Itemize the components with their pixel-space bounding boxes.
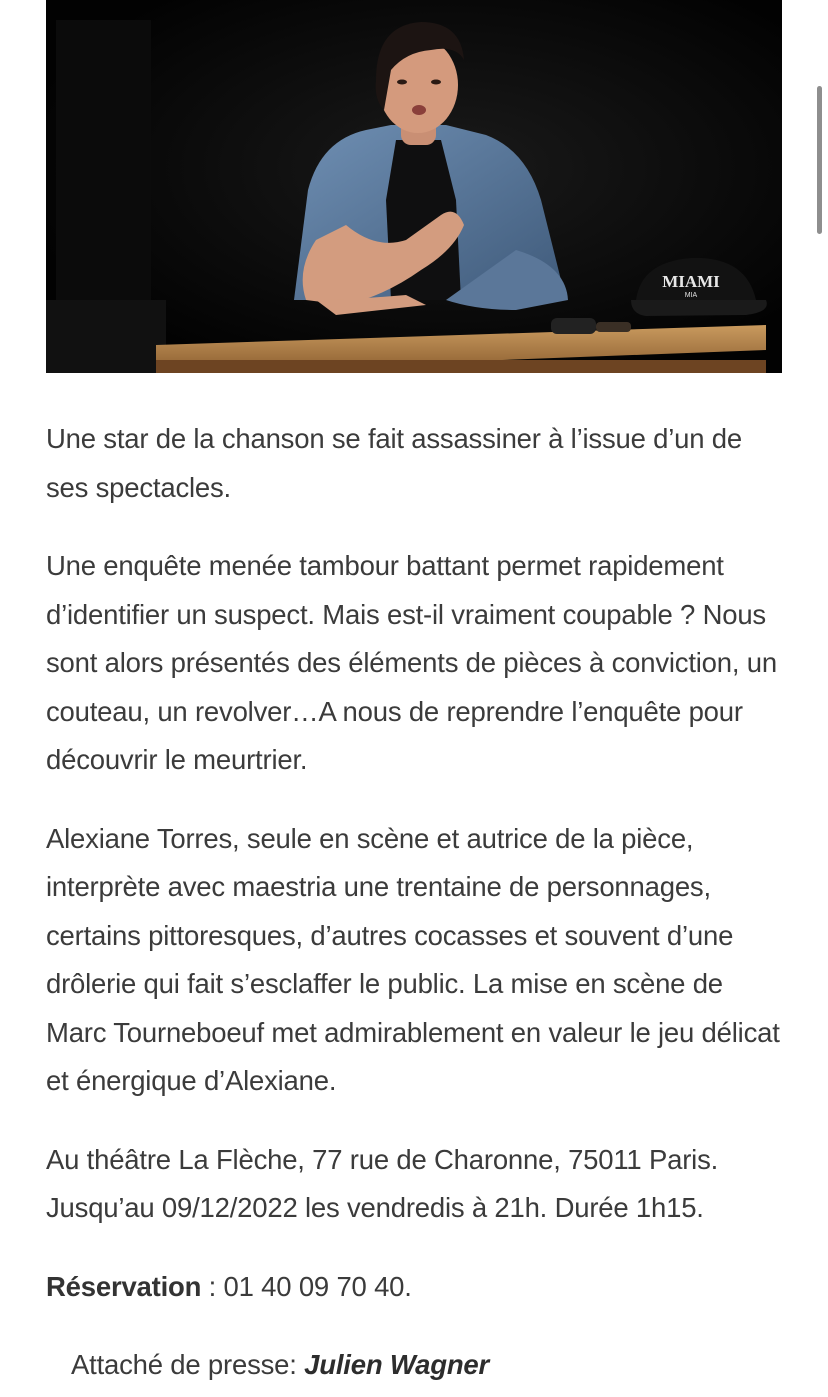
hero-photo-illustration xyxy=(46,0,782,373)
scrollbar-thumb[interactable] xyxy=(817,86,822,234)
reservation-line xyxy=(46,1263,786,1312)
hero-photo[interactable] xyxy=(46,0,782,373)
cap-text-main: MIAMI xyxy=(662,272,720,291)
reservation-label: Réservation xyxy=(46,1270,202,1302)
article xyxy=(46,0,786,1390)
paragraph-venue: Au théâtre La Flèche, 77 rue de Charonne, 75011 Paris. Jusqu’au 09/12/2022 les vendredis à 21h. Durée 1h15. xyxy=(46,1143,719,1223)
reservation-phone[interactable]: : 01 40 09 70 40. xyxy=(201,1270,412,1302)
press-name: Julien Wagner xyxy=(304,1349,490,1380)
article-body xyxy=(46,415,786,1390)
cap-text-sub: MIA xyxy=(684,292,698,299)
paragraph-cast: Alexiane Torres, seule en scène et autrice de la pièce, interprète avec maestria une trentaine de personnages, certains pittoresques, d’autres cocasses et souvent d’une drôlerie qui fait s’esclaffer le public. La mise en scène de Marc Tourneboeuf met admirablement en valeur le jeu délicat et énergique d’Alexiane. xyxy=(46,822,780,1096)
press-label: Attaché de presse: xyxy=(71,1349,305,1380)
press-contact xyxy=(46,1341,786,1390)
paragraph-plot: Une enquête menée tambour battant permet rapidement d’identifier un suspect. Mais est-il vraiment coupable ? Nous sont alors présentés des éléments de pièces à conviction, un couteau, un revolver…A nous de reprendre l’enquête pour découvrir le meurtrier. xyxy=(46,550,777,775)
paragraph-intro: Une star de la chanson se fait assassiner à l’issue d’un de ses spectacles. xyxy=(46,423,742,503)
